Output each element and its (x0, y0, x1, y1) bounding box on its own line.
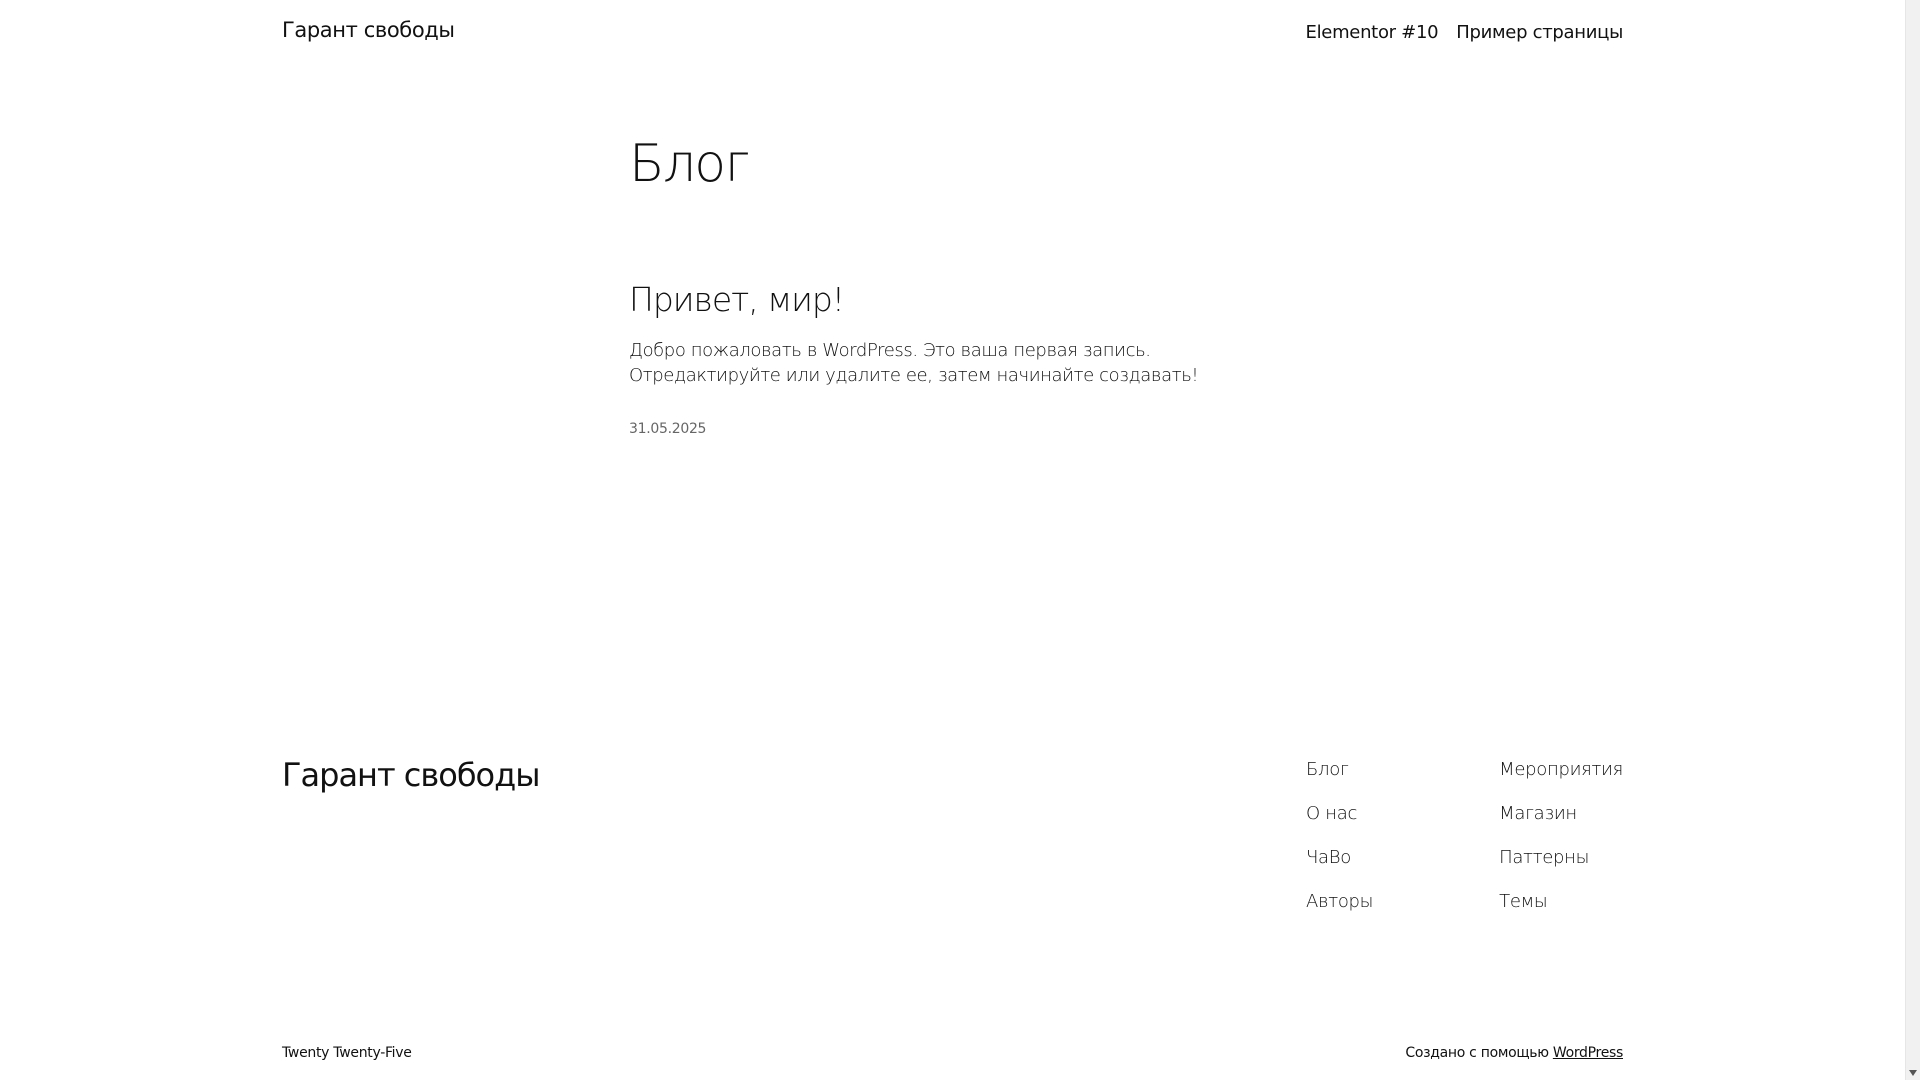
page-title: Блог (629, 134, 749, 194)
footer-link-authors[interactable]: Авторы (1306, 891, 1374, 912)
wordpress-link[interactable]: WordPress (1552, 1045, 1623, 1061)
post-excerpt: Добро пожаловать в WordPress. Это ваша первая запись. Отредактируйте или удалите ее, затем начинайте создавать! (629, 340, 1199, 386)
footer-link-patterns[interactable]: Паттерны (1499, 847, 1590, 868)
footer-link-blog[interactable]: Блог (1306, 759, 1349, 780)
footer-navigation-column-1 (1306, 758, 1373, 913)
footer-navigation-column-2 (1499, 758, 1623, 913)
theme-credit: Twenty Twenty-Five (282, 1045, 412, 1061)
post-title-link[interactable]: Привет, мир! (629, 280, 845, 319)
header-navigation (1306, 22, 1623, 43)
footer-link-shop[interactable]: Магазин (1499, 803, 1577, 824)
nav-link-sample-page[interactable]: Пример страницы (1456, 22, 1623, 43)
footer-link-themes[interactable]: Темы (1499, 891, 1548, 912)
footer-site-title-link[interactable]: Гарант свободы (282, 756, 540, 794)
scroll-down-arrow-icon[interactable] (1909, 1070, 1917, 1076)
site-title-link[interactable]: Гарант свободы (282, 18, 455, 42)
footer-link-events[interactable]: Мероприятия (1499, 759, 1623, 780)
nav-link-elementor-10[interactable]: Elementor #10 (1305, 22, 1439, 43)
powered-by (1405, 1045, 1623, 1061)
footer-link-faq[interactable]: ЧаВо (1306, 847, 1351, 868)
post-date: 31.05.2025 (629, 421, 707, 437)
footer-link-about[interactable]: О нас (1306, 803, 1358, 824)
powered-by-prefix: Создано с помощью (1405, 1045, 1549, 1061)
vertical-scrollbar[interactable] (1905, 0, 1920, 1080)
